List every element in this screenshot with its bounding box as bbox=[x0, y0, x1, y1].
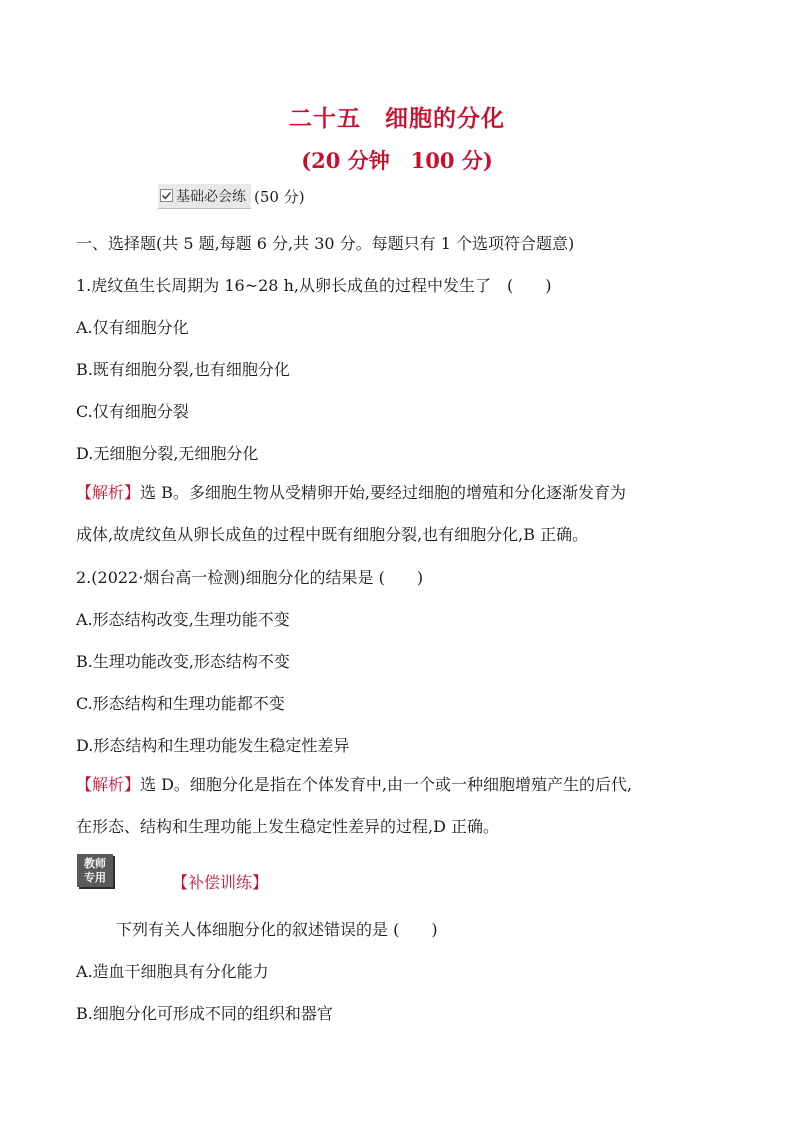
section-score: (50 分) bbox=[254, 187, 305, 206]
question-2-option-c: C.形态结构和生理功能都不变 bbox=[76, 694, 285, 713]
teacher-only-badge bbox=[77, 854, 113, 887]
question-2-option-d: D.形态结构和生理功能发生稳定性差异 bbox=[76, 736, 350, 755]
checkbox-icon bbox=[160, 189, 173, 202]
question-2-stem: 2.(2022·烟台高一检测)细胞分化的结果是 ( ) bbox=[76, 568, 424, 587]
analysis-text: 成体,故虎纹鱼从卵长成鱼的过程中既有细胞分裂,也有细胞分化,B 正确。 bbox=[76, 525, 589, 544]
question-1-analysis bbox=[76, 472, 726, 556]
supplement-option-a: A.造血干细胞具有分化能力 bbox=[76, 962, 269, 981]
section-header bbox=[158, 183, 305, 209]
section-badge bbox=[158, 184, 251, 209]
analysis-tag: 【解析】 bbox=[76, 775, 141, 794]
question-2-option-a: A.形态结构改变,生理功能不变 bbox=[76, 610, 290, 629]
question-2-option-b: B.生理功能改变,形态结构不变 bbox=[76, 652, 290, 671]
supplement-stem: 下列有关人体细胞分化的叙述错误的是 ( ) bbox=[116, 920, 438, 939]
question-2-analysis bbox=[76, 764, 726, 848]
question-1-option-c: C.仅有细胞分裂 bbox=[76, 402, 189, 421]
analysis-text: 在形态、结构和生理功能上发生稳定性差异的过程,D 正确。 bbox=[76, 817, 500, 836]
question-1-stem: 1.虎纹鱼生长周期为 16~28 h,从卵长成鱼的过程中发生了 ( ) bbox=[76, 276, 552, 295]
question-1-option-b: B.既有细胞分裂,也有细胞分化 bbox=[76, 360, 290, 379]
page-title: 二十五 细胞的分化 bbox=[289, 106, 505, 132]
teacher-badge-line1: 教师 bbox=[84, 856, 106, 870]
question-1-option-d: D.无细胞分裂,无细胞分化 bbox=[76, 444, 259, 463]
analysis-text: 选 D。细胞分化是指在个体发育中,由一个或一种细胞增殖产生的后代, bbox=[140, 775, 633, 794]
teacher-badge-line2: 专用 bbox=[84, 870, 106, 884]
supplement-title: 【补偿训练】 bbox=[172, 873, 269, 892]
section-badge-label: 基础必会练 bbox=[176, 188, 246, 205]
analysis-text: 选 B。多细胞生物从受精卵开始,要经过细胞的增殖和分化逐渐发育为 bbox=[140, 483, 626, 502]
supplement-option-b: B.细胞分化可形成不同的组织和器官 bbox=[76, 1004, 333, 1023]
part-heading: 一、选择题(共 5 题,每题 6 分,共 30 分。每题只有 1 个选项符合题意) bbox=[76, 234, 575, 253]
question-1-option-a: A.仅有细胞分化 bbox=[76, 318, 189, 337]
page-subtitle: (20 分钟 100 分) bbox=[301, 148, 493, 173]
analysis-tag: 【解析】 bbox=[76, 483, 141, 502]
